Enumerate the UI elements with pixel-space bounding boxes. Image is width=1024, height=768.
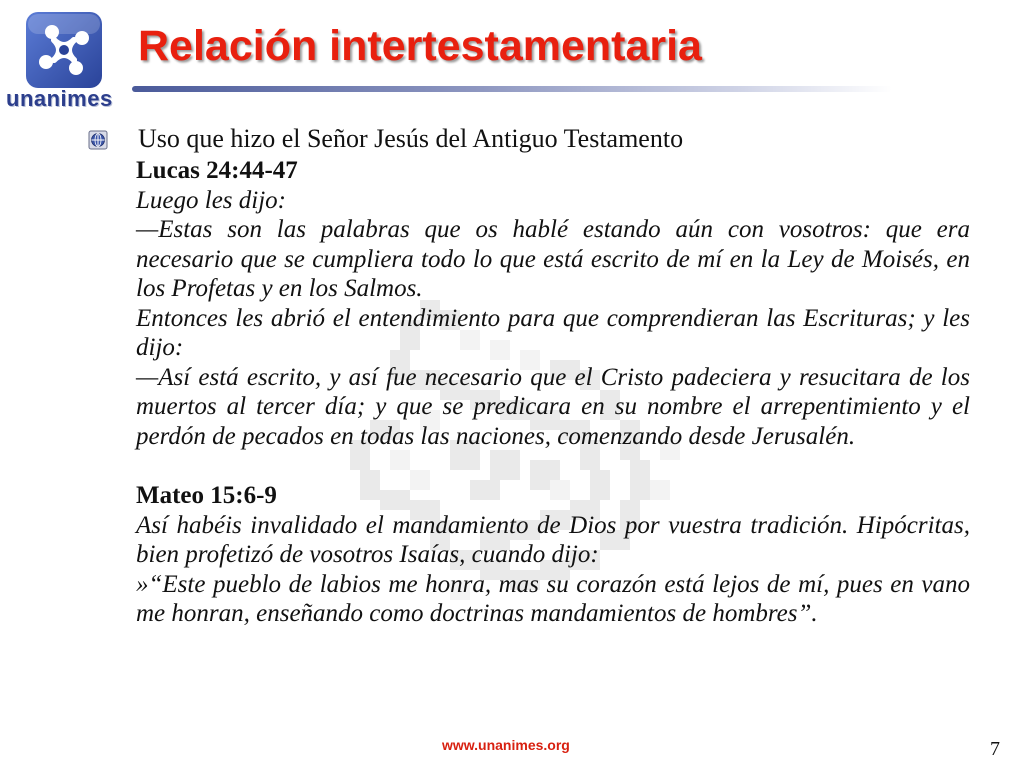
passage-paragraph: »“Este pueblo de labios me honra, mas su corazón está lejos de mí, pues en vano me honran, enseñando como doctrinas mandamientos de hombres”. [136,570,970,627]
paragraph-spacer [136,451,970,481]
passage-reference: Lucas 24:44-47 [136,157,298,184]
passage-paragraph: Entonces les abrió el entendimiento para que comprendieran las Escrituras; y les dijo: [136,304,970,361]
passage-paragraph: —Estas son las palabras que os hablé estando aún con vosotros: que era necesario que se cumpliera todo lo que está escrito de mí en la Ley de Moisés, en los Profetas y en los Salmos. [136,216,970,302]
globe-bullet-icon [88,130,108,150]
title-underline [132,84,892,94]
slide-title: Relación intertestamentaria [138,22,702,70]
logo-wordmark: unanimes [6,86,113,111]
passage-reference: Mateo 15:6-9 [136,482,277,509]
unanimes-logo-icon [24,10,104,90]
passage-paragraph: Luego les dijo: [136,186,286,214]
page-number: 7 [990,738,1000,760]
subtitle: Uso que hizo el Señor Jesús del Antiguo Testamento [138,124,684,153]
passage-paragraph: Así habéis invalidado el mandamiento de Dios por vuestra tradición. Hipócritas, bien profetizó de vosotros Isaías, cuando dijo: [136,511,970,568]
passage-paragraph: —Así está escrito, y así fue necesario que el Cristo padeciera y resucitara de los muertos al tercer día; y que se predicara en su nombre el arrepentimiento y el perdón de pecados en todas las naciones, comenzando desde Jerusalén. [136,363,970,450]
scripture-body [136,156,970,629]
footer-url-link[interactable]: www.unanimes.org [442,737,570,753]
